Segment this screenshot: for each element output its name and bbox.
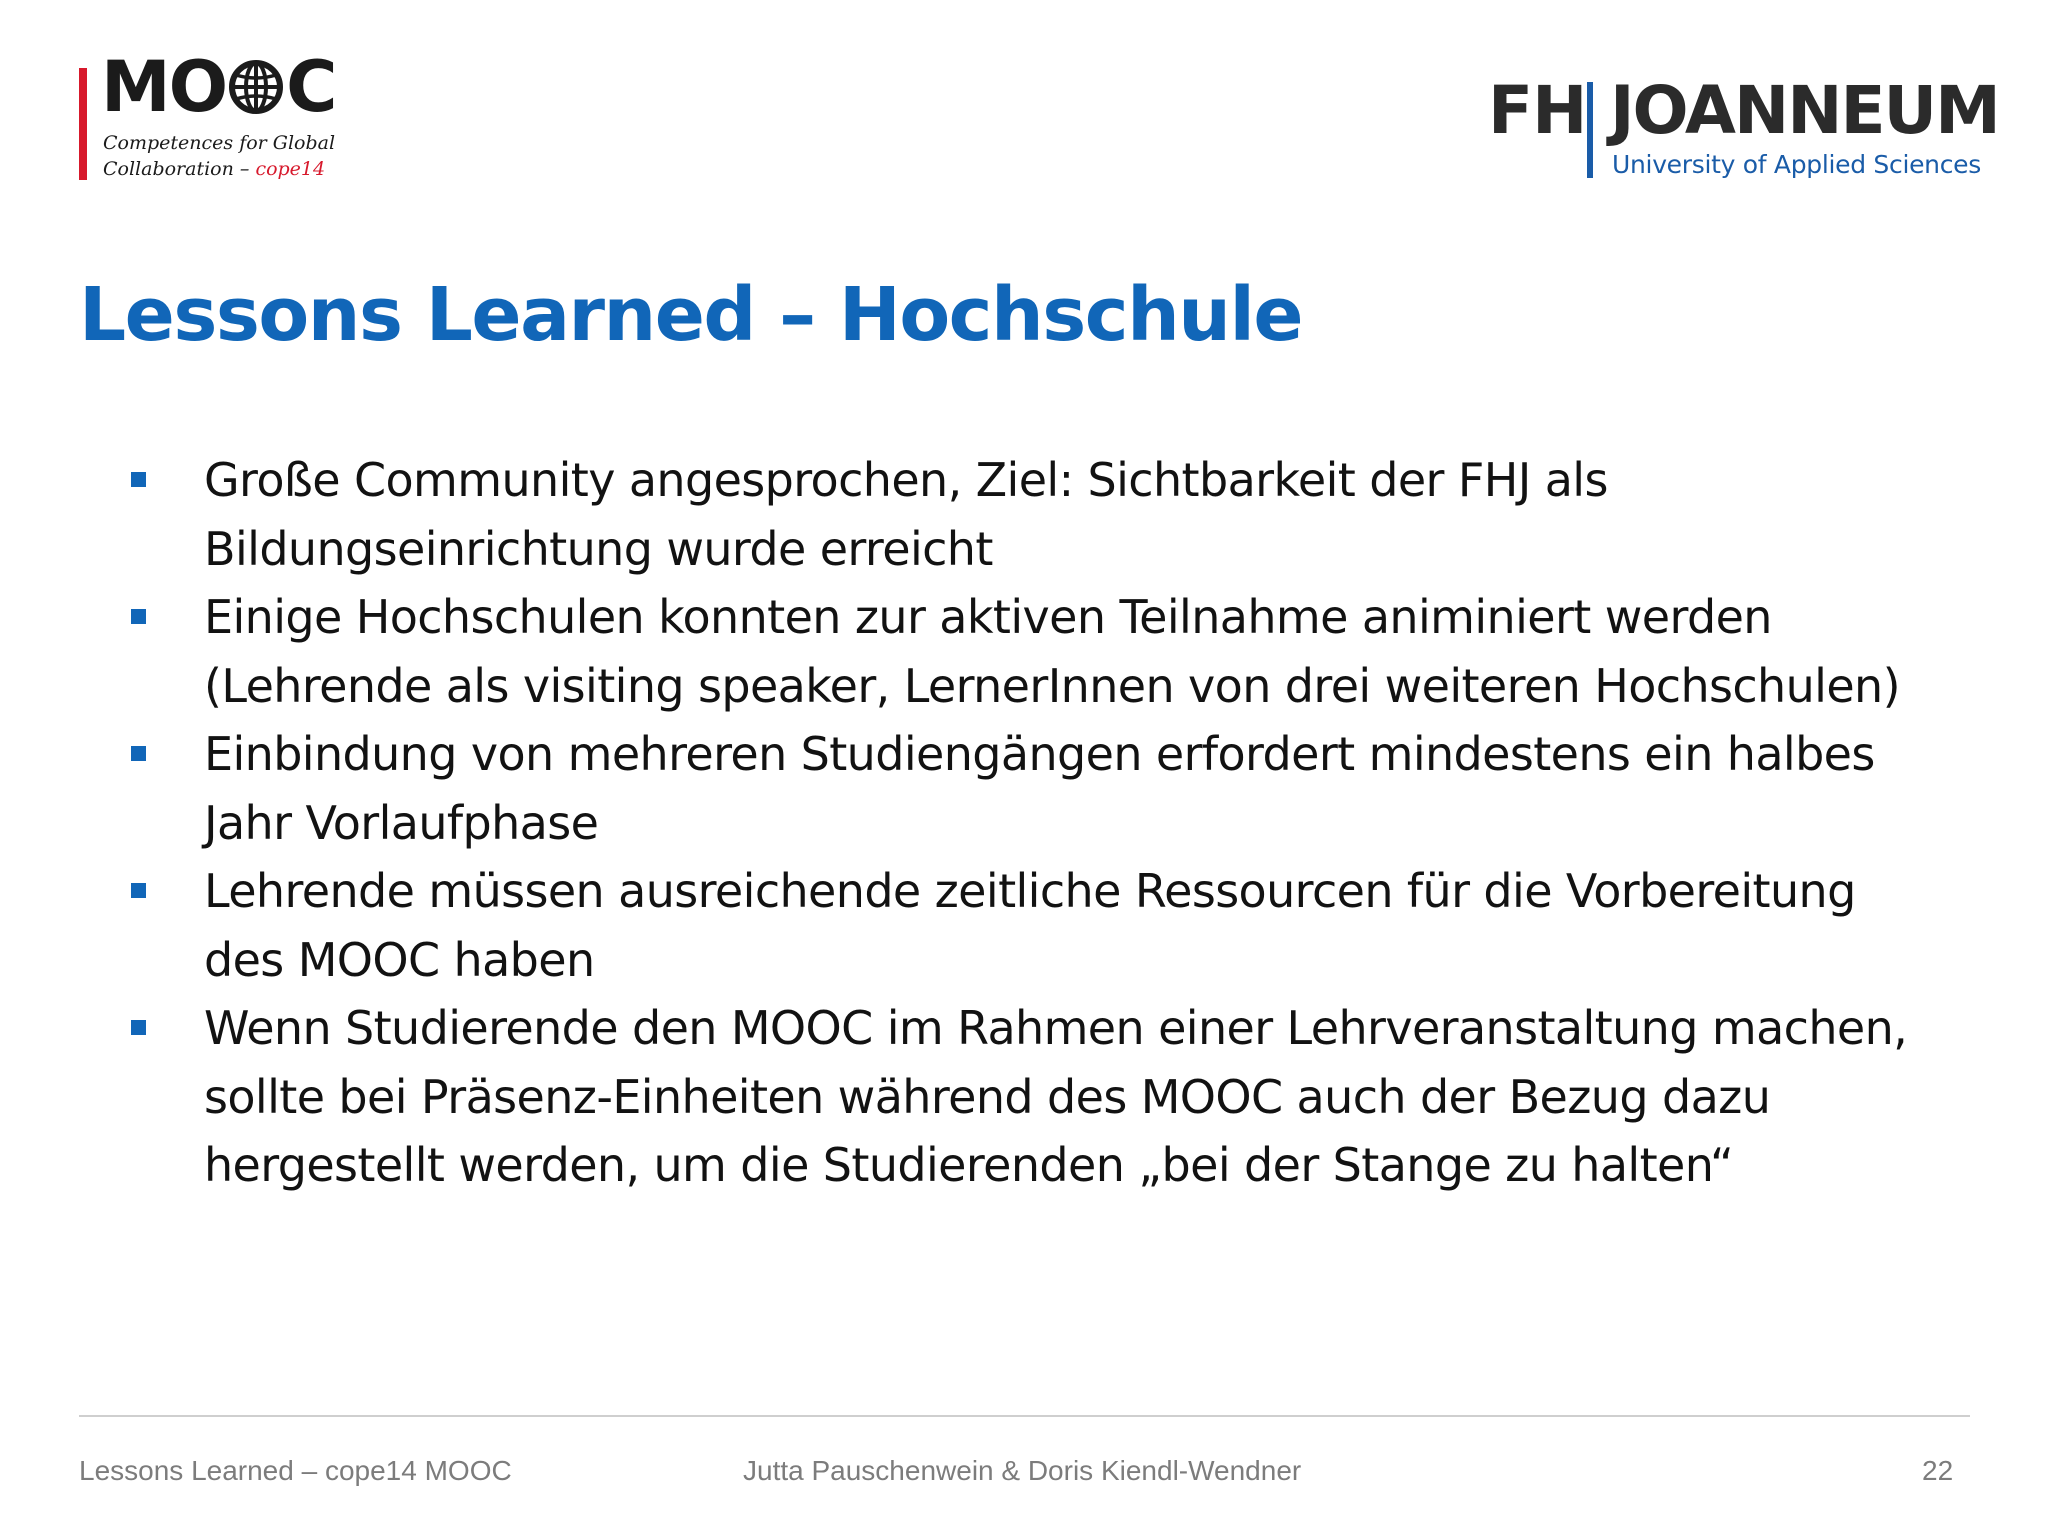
- mooc-logo-red-bar: [79, 68, 87, 180]
- fh-logo-left: FH: [1488, 72, 1587, 149]
- bullet-text: Wenn Studierende den MOOC im Rahmen einer Lehrveranstaltung machen, sollte bei Präsenz-Einheiten während des MOOC auch der Bezug dazu hergestellt werden, um die Studierenden „bei der Stange zu halten“: [204, 1001, 1908, 1192]
- footer-presentation-title: Lessons Learned – cope14 MOOC: [79, 1455, 512, 1486]
- bullet-item: [128, 583, 1908, 720]
- bullet-text: Lehrende müssen ausreichende zeitliche Ressourcen für die Vorbereitung des MOOC haben: [204, 864, 1856, 987]
- bullet-text: Einige Hochschulen konnten zur aktiven Teilnahme animiniert werden (Lehrende als visiting speaker, LernerInnen von drei weiteren Hochschulen): [204, 590, 1900, 713]
- square-bullet-icon: [131, 1020, 146, 1035]
- footer-divider: [79, 1415, 1970, 1417]
- globe-icon: [227, 58, 285, 116]
- fh-logo-divider: [1587, 82, 1593, 178]
- bullet-list: [128, 446, 1908, 1200]
- bullet-item: [128, 446, 1908, 583]
- bullet-text: Einbindung von mehreren Studiengängen erfordert mindestens ein halbes Jahr Vorlaufphase: [204, 727, 1875, 850]
- bullet-item: [128, 857, 1908, 994]
- mooc-logo-subtitle-line2: [103, 156, 335, 182]
- fh-joanneum-logo: [1488, 72, 1999, 184]
- square-bullet-icon: [131, 609, 146, 624]
- mooc-logo-subtitle-line1: Competences for Global: [103, 132, 336, 154]
- square-bullet-icon: [131, 746, 146, 761]
- mooc-logo-word-right: C: [286, 46, 336, 128]
- fh-logo-subtitle: University of Applied Sciences: [1612, 150, 1981, 179]
- bullet-item: [128, 720, 1908, 857]
- bullet-text: Große Community angesprochen, Ziel: Sichtbarkeit der FHJ als Bildungseinrichtung wurde erreicht: [204, 453, 1608, 576]
- square-bullet-icon: [131, 472, 146, 487]
- mooc-logo-subtitle-line2-text: Collaboration –: [103, 158, 256, 180]
- mooc-logo-wordmark: [101, 46, 336, 128]
- square-bullet-icon: [131, 883, 146, 898]
- bullet-item: [128, 994, 1908, 1200]
- mooc-logo-subtitle-accent: cope14: [255, 158, 326, 180]
- fh-logo-right: JOANNEUM: [1610, 72, 1999, 149]
- mooc-logo: [79, 46, 339, 184]
- footer-authors: Jutta Pauschenwein & Doris Kiendl-Wendner: [743, 1455, 1302, 1486]
- footer-page-number: 22: [1922, 1455, 1954, 1486]
- mooc-logo-word-left: MO: [101, 46, 227, 128]
- slide-title: Lessons Learned – Hochschule: [79, 272, 1303, 358]
- mooc-logo-subtitle: [103, 130, 335, 182]
